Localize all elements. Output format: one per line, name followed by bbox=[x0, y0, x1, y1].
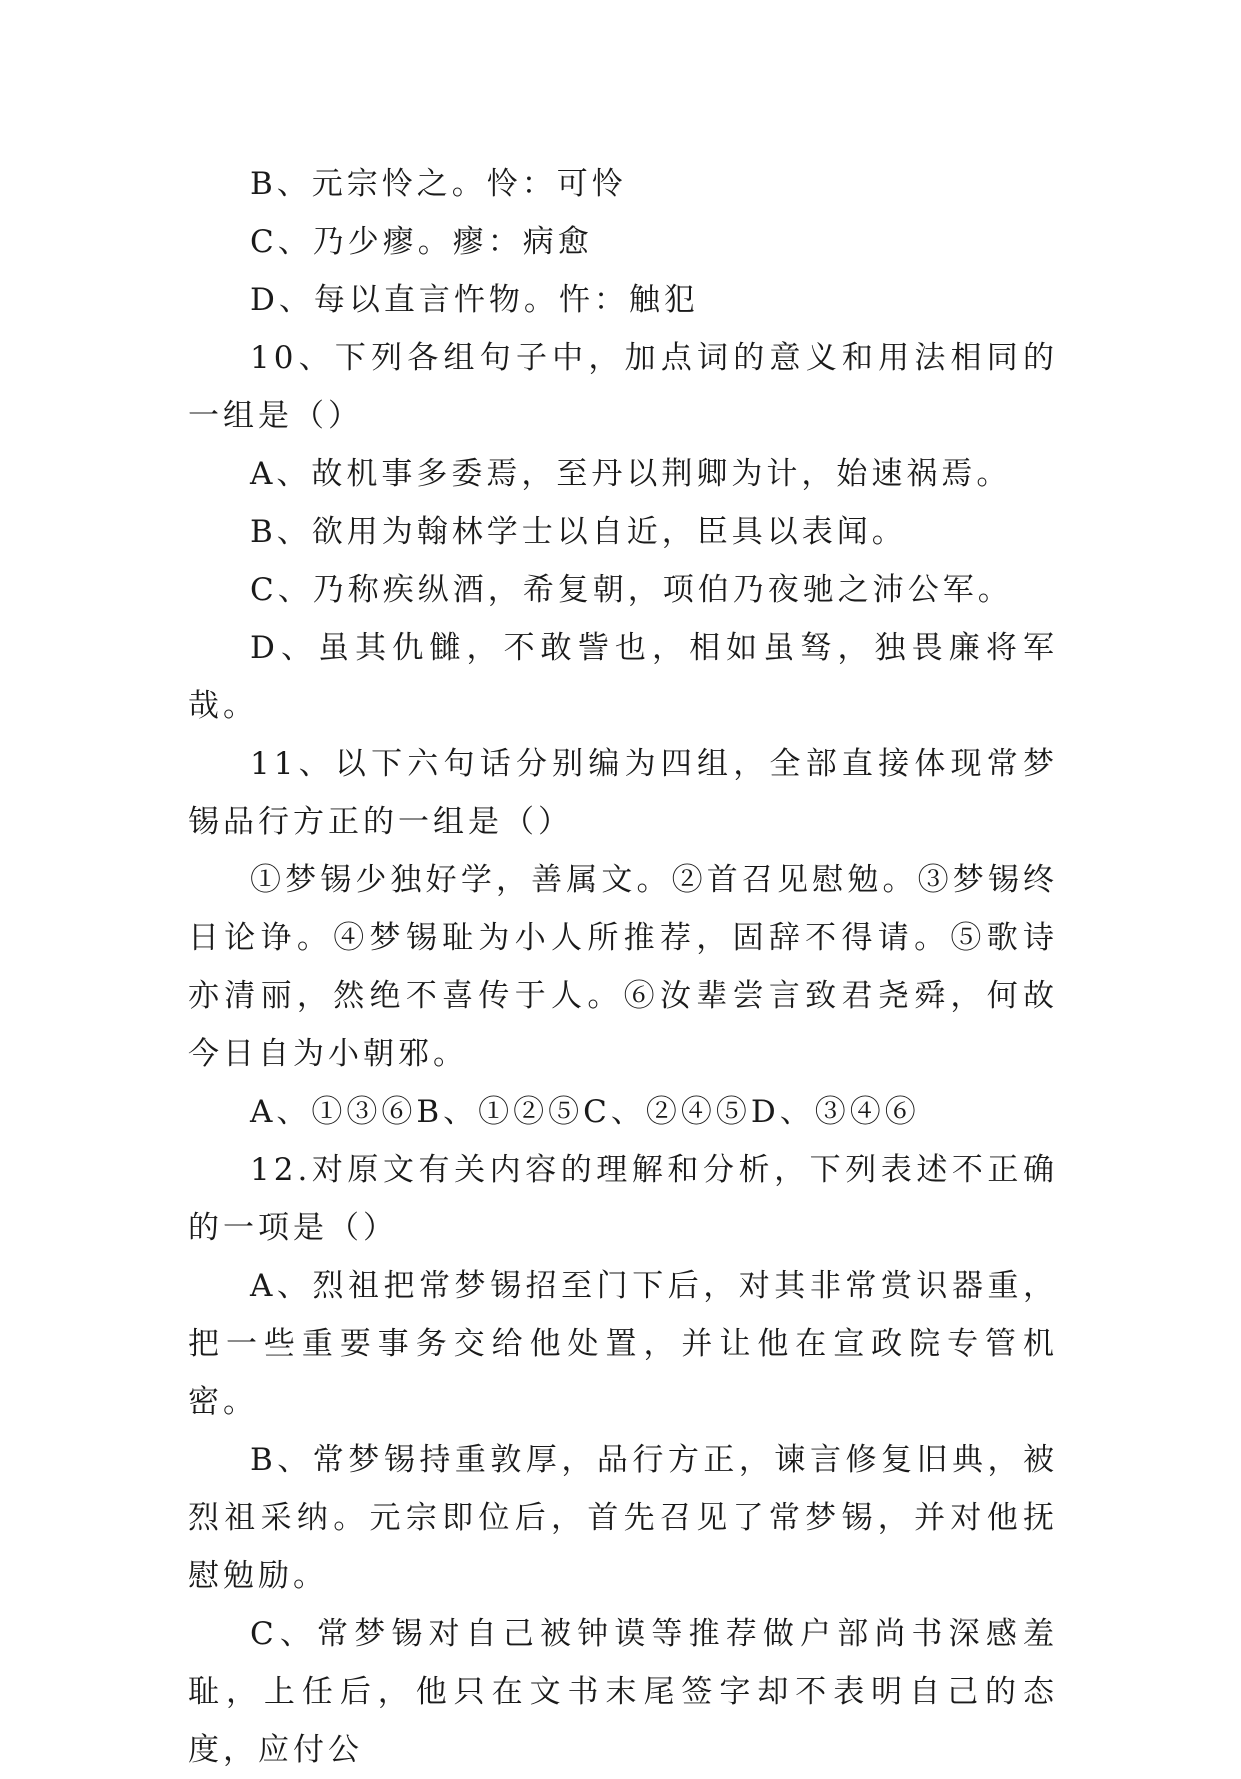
option-c-line: C、乃少瘳。瘳：病愈 bbox=[250, 224, 593, 260]
document-body bbox=[188, 155, 1058, 1779]
question-10-option-c: C、乃称疾纵酒，希复朝，项伯乃夜驰之沛公军。 bbox=[250, 572, 1013, 608]
question-10: 10、下列各组句子中，加点词的意义和用法相同的一组是（） bbox=[188, 340, 1058, 434]
question-10-option-d: D、虽其仇雠，不敢訾也，相如虽驽，独畏廉将军哉。 bbox=[188, 630, 1058, 724]
question-10-option-b: B、欲用为翰林学士以自近，臣具以表闻。 bbox=[250, 514, 907, 550]
question-11-sentences: ①梦锡少独好学，善属文。②首召见慰勉。③梦锡终日论诤。④梦锡耻为小人所推荐，固辞不得请。⑤歌诗亦清丽，然绝不喜传于人。⑥汝辈尝言致君尧舜，何故今日自为小朝邪。 bbox=[188, 862, 1058, 1072]
question-12-option-a: A、烈祖把常梦锡招至门下后，对其非常赏识器重，把一些重要事务交给他处置，并让他在宣政院专管机密。 bbox=[188, 1268, 1058, 1420]
option-d-line: D、每以直言忤物。忤：触犯 bbox=[250, 282, 699, 318]
question-12-option-c: C、常梦锡对自己被钟谟等推荐做户部尚书深感羞耻，上任后，他只在文书末尾签字却不表明自己的态度，应付公 bbox=[188, 1616, 1058, 1768]
question-11: 11、以下六句话分别编为四组，全部直接体现常梦锡品行方正的一组是（） bbox=[188, 746, 1058, 840]
question-12-option-b: B、常梦锡持重敦厚，品行方正，谏言修复旧典，被烈祖采纳。元宗即位后，首先召见了常梦锡，并对他抚慰勉励。 bbox=[188, 1442, 1058, 1594]
question-12: 12.对原文有关内容的理解和分析，下列表述不正确的一项是（） bbox=[188, 1152, 1058, 1246]
question-11-options: A、①③⑥B、①②⑤C、②④⑤D、③④⑥ bbox=[250, 1094, 920, 1130]
question-10-option-a: A、故机事多委焉，至丹以荆卿为计，始速祸焉。 bbox=[250, 456, 1012, 492]
option-b-line: B、元宗怜之。怜：可怜 bbox=[250, 166, 627, 202]
